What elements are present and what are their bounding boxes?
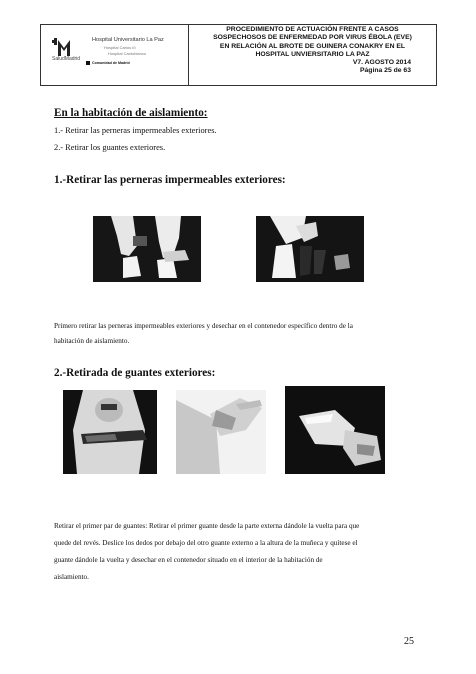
leg-covers-photo-1 <box>93 216 201 282</box>
hospital-name: Hospital Universitario La Paz <box>92 37 164 43</box>
subsection-2-text-line: quede del revés. Deslice los dedos por debajo del otro guante externo a la altura de la muñeca y quítese el <box>54 539 358 547</box>
header-version: V7. AGOSTO 2014 <box>352 59 411 67</box>
gloves-photo-1 <box>63 390 157 474</box>
header-title-line: HOSPITAL UNVIERSITARIO LA PAZ <box>255 50 370 58</box>
leg-covers-photo-2 <box>256 216 364 282</box>
subsection-1-title: 1.-Retirar las perneras impermeables exteriores: <box>54 174 286 186</box>
step-2: 2.- Retirar los guantes exteriores. <box>54 143 166 152</box>
comunidad-flag-icon <box>86 61 90 65</box>
header-divider <box>188 24 189 86</box>
subsection-2-title: 2.-Retirada de guantes exteriores: <box>54 367 216 379</box>
subsection-1-text-line: habitación de aislamiento. <box>54 337 130 345</box>
subsection-2-text-line: guante dándole la vuelta y desechar en el contenedor situado en el interior de la habitación de <box>54 556 323 564</box>
hospital-logo <box>52 36 76 58</box>
hospital-sub-1: Hospital Carlos III <box>104 45 136 50</box>
header-page: Página 25 de 63 <box>359 67 411 75</box>
subsection-2-text-line: aislamiento. <box>54 573 89 581</box>
hospital-sub-2: Hospital Cantoblanco <box>108 51 147 56</box>
section-title: En la habitación de aislamiento: <box>54 107 208 119</box>
header-title-block <box>190 26 435 76</box>
subsection-1-text-line: Primero retirar las perneras impermeables exteriores y desechar en el contenedor específico dentro de la <box>54 322 353 330</box>
header-title-line: PROCEDIMIENTO DE ACTUACIÓN FRENTE A CASOS <box>226 26 399 33</box>
comunidad-madrid-label: Comunidad de Madrid <box>92 61 130 65</box>
header-title-line: EN RELACIÓN AL BROTE DE GUINERA CONAKRY EN EL <box>219 42 406 50</box>
step-1: 1.- Retirar las perneras impermeables exteriores. <box>54 126 217 135</box>
header-title-line: SOSPECHOSOS DE ENFERMEDAD POR VIRUS ÉBOLA (EVE) <box>213 34 412 42</box>
salud-madrid-logo: SaludMadrid <box>52 56 81 62</box>
gloves-photo-3 <box>285 386 385 474</box>
gloves-photo-2 <box>176 390 266 474</box>
subsection-2-text-line: Retirar el primer par de guantes: Retirar el primer guante desde la parte externa dándole la vuelta para que <box>54 522 360 530</box>
page-number: 25 <box>404 636 414 647</box>
